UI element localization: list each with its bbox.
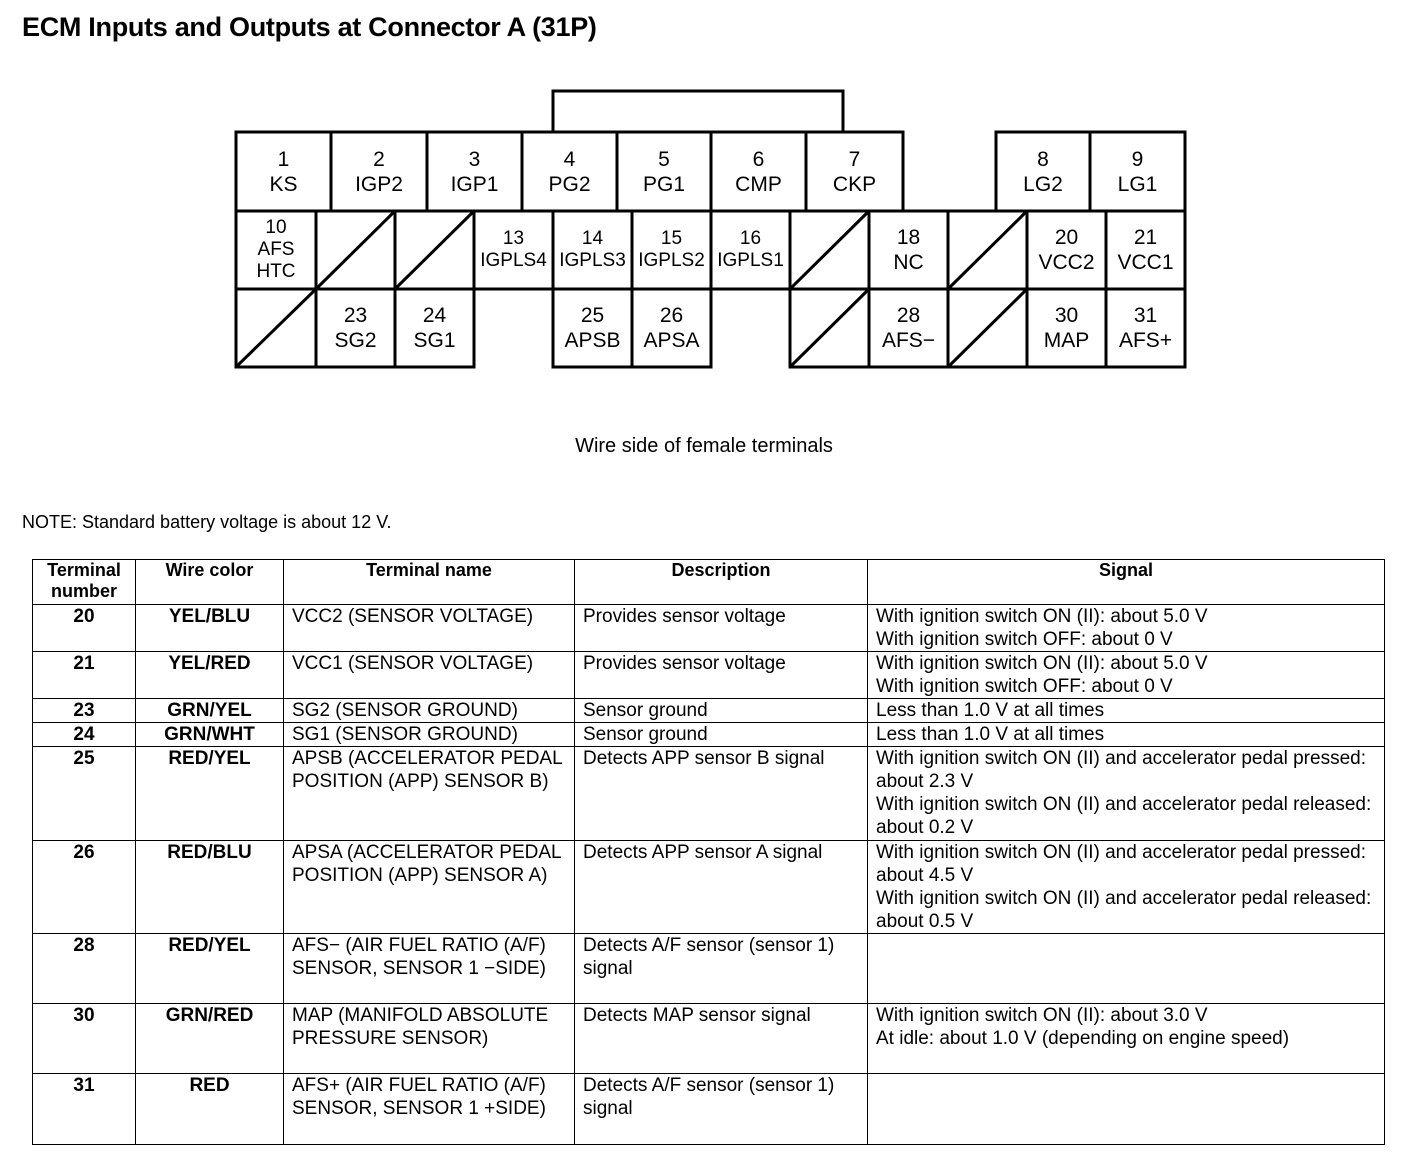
cell-terminal-name: VCC2 (SENSOR VOLTAGE) xyxy=(284,605,575,652)
cell-wire-color: RED/YEL xyxy=(136,934,284,1004)
cell-terminal-name: VCC1 (SENSOR VOLTAGE) xyxy=(284,652,575,699)
terminal-26: 26 APSA xyxy=(643,304,700,352)
table-row xyxy=(33,841,1385,934)
cell-terminal-number: 23 xyxy=(33,699,136,723)
cell-terminal-number: 30 xyxy=(33,1004,136,1074)
cell-terminal-name: APSA (ACCELERATOR PEDAL POSITION (APP) SENSOR A) xyxy=(284,841,575,934)
cell-signal xyxy=(868,1074,1385,1145)
cell-wire-color: GRN/YEL xyxy=(136,699,284,723)
signal-line: With ignition switch OFF: about 0 V xyxy=(876,676,1173,697)
signal-line: With ignition switch ON (II) and accelerator pedal pressed: about 2.3 V xyxy=(876,748,1366,792)
terminal-2: 2 IGP2 xyxy=(355,148,403,196)
terminal-15: 15 IGPLS2 xyxy=(638,228,705,271)
cell-wire-color: GRN/WHT xyxy=(136,723,284,747)
cell-description: Sensor ground xyxy=(575,723,868,747)
cell-wire-color: RED xyxy=(136,1074,284,1145)
cell-terminal-name: AFS− (AIR FUEL RATIO (A/F) SENSOR, SENSOR 1 −SIDE) xyxy=(284,934,575,1004)
page-title: ECM Inputs and Outputs at Connector A (31P) xyxy=(22,12,597,42)
table-row xyxy=(33,1074,1385,1145)
cell-terminal-number: 24 xyxy=(33,723,136,747)
cell-wire-color: YEL/BLU xyxy=(136,605,284,652)
cell-signal xyxy=(868,699,1385,723)
terminal-5: 5 PG1 xyxy=(642,148,686,196)
signal-line: With ignition switch ON (II) and accelerator pedal pressed: about 4.5 V xyxy=(876,842,1366,886)
cell-terminal-name: AFS+ (AIR FUEL RATIO (A/F) SENSOR, SENSOR 1 +SIDE) xyxy=(284,1074,575,1145)
table-row xyxy=(33,652,1385,699)
terminal-18: 18 NC xyxy=(893,226,924,274)
connector-diagram xyxy=(0,0,1408,420)
signal-line: At idle: about 1.0 V (depending on engine speed) xyxy=(876,1028,1290,1049)
cell-description: Detects APP sensor A signal xyxy=(575,841,868,934)
cell-signal xyxy=(868,723,1385,747)
terminal-25: 25 APSB xyxy=(564,304,621,352)
signal-line: With ignition switch ON (II): about 3.0 V xyxy=(876,1005,1208,1026)
cell-wire-color: GRN/RED xyxy=(136,1004,284,1074)
cell-signal xyxy=(868,841,1385,934)
header-terminal-name: Terminal name xyxy=(284,560,575,605)
terminal-8: 8 LG2 xyxy=(1023,148,1063,196)
table-row xyxy=(33,747,1385,841)
cell-terminal-number: 26 xyxy=(33,841,136,934)
terminal-24: 24 SG1 xyxy=(413,304,456,352)
cell-wire-color: RED/YEL xyxy=(136,747,284,841)
header-terminal-number: Terminal number xyxy=(33,560,136,605)
terminal-31: 31 AFS+ xyxy=(1118,304,1173,352)
signal-line: Less than 1.0 V at all times xyxy=(876,700,1105,721)
note: NOTE: Standard battery voltage is about 12 V. xyxy=(22,512,392,532)
signal-table xyxy=(32,559,1385,1145)
cell-terminal-name: SG2 (SENSOR GROUND) xyxy=(284,699,575,723)
terminal-20: 20 VCC2 xyxy=(1038,226,1095,274)
cell-signal xyxy=(868,605,1385,652)
cell-description: Sensor ground xyxy=(575,699,868,723)
terminal-1: 1 KS xyxy=(269,148,298,196)
cell-terminal-number: 25 xyxy=(33,747,136,841)
cell-signal xyxy=(868,934,1385,1004)
cell-signal xyxy=(868,1004,1385,1074)
signal-line: Less than 1.0 V at all times xyxy=(876,724,1105,745)
terminal-16: 16 IGPLS1 xyxy=(717,228,784,271)
cell-description: Detects A/F sensor (sensor 1) signal xyxy=(575,934,868,1004)
cell-wire-color: RED/BLU xyxy=(136,841,284,934)
cell-signal xyxy=(868,652,1385,699)
cell-description: Provides sensor voltage xyxy=(575,652,868,699)
cell-description: Detects A/F sensor (sensor 1) signal xyxy=(575,1074,868,1145)
cell-wire-color: YEL/RED xyxy=(136,652,284,699)
cell-terminal-number: 28 xyxy=(33,934,136,1004)
terminal-4: 4 PG2 xyxy=(548,148,591,196)
cell-description: Detects APP sensor B signal xyxy=(575,747,868,841)
signal-line: With ignition switch ON (II): about 5.0 V xyxy=(876,606,1208,627)
cell-terminal-name: SG1 (SENSOR GROUND) xyxy=(284,723,575,747)
cell-description: Detects MAP sensor signal xyxy=(575,1004,868,1074)
table-row xyxy=(33,1004,1385,1074)
table-row xyxy=(33,699,1385,723)
terminal-3: 3 IGP1 xyxy=(450,148,499,196)
terminal-7: 7 CKP xyxy=(832,148,877,196)
header-signal: Signal xyxy=(868,560,1385,605)
signal-line: With ignition switch OFF: about 0 V xyxy=(876,629,1173,650)
terminal-28: 28 AFS− xyxy=(881,304,936,352)
terminal-13: 13 IGPLS4 xyxy=(480,228,547,271)
signal-line: With ignition switch ON (II) and accelerator pedal released: about 0.2 V xyxy=(876,794,1372,838)
signal-line: With ignition switch ON (II) and accelerator pedal released: about 0.5 V xyxy=(876,888,1372,932)
table-row xyxy=(33,605,1385,652)
table-row xyxy=(33,723,1385,747)
terminal-6: 6 CMP xyxy=(735,148,782,196)
cell-description: Provides sensor voltage xyxy=(575,605,868,652)
header-description: Description xyxy=(575,560,868,605)
table-row xyxy=(33,934,1385,1004)
signal-line: With ignition switch ON (II): about 5.0 V xyxy=(876,653,1208,674)
cell-terminal-number: 21 xyxy=(33,652,136,699)
cell-terminal-name: APSB (ACCELERATOR PEDAL POSITION (APP) SENSOR B) xyxy=(284,747,575,841)
terminal-23: 23 SG2 xyxy=(334,304,377,352)
cell-terminal-number: 20 xyxy=(33,605,136,652)
header-wire-color: Wire color xyxy=(136,560,284,605)
table-header-row xyxy=(33,560,1385,605)
cell-terminal-number: 31 xyxy=(33,1074,136,1145)
terminal-14: 14 IGPLS3 xyxy=(559,228,626,271)
connector-caption: Wire side of female terminals xyxy=(575,435,833,457)
terminal-9: 9 LG1 xyxy=(1117,148,1158,196)
cell-terminal-name: MAP (MANIFOLD ABSOLUTE PRESSURE SENSOR) xyxy=(284,1004,575,1074)
terminal-10: 10 AFS HTC xyxy=(256,217,296,282)
terminal-21: 21 VCC1 xyxy=(1117,226,1174,274)
cell-signal xyxy=(868,747,1385,841)
terminal-30: 30 MAP xyxy=(1043,304,1090,352)
